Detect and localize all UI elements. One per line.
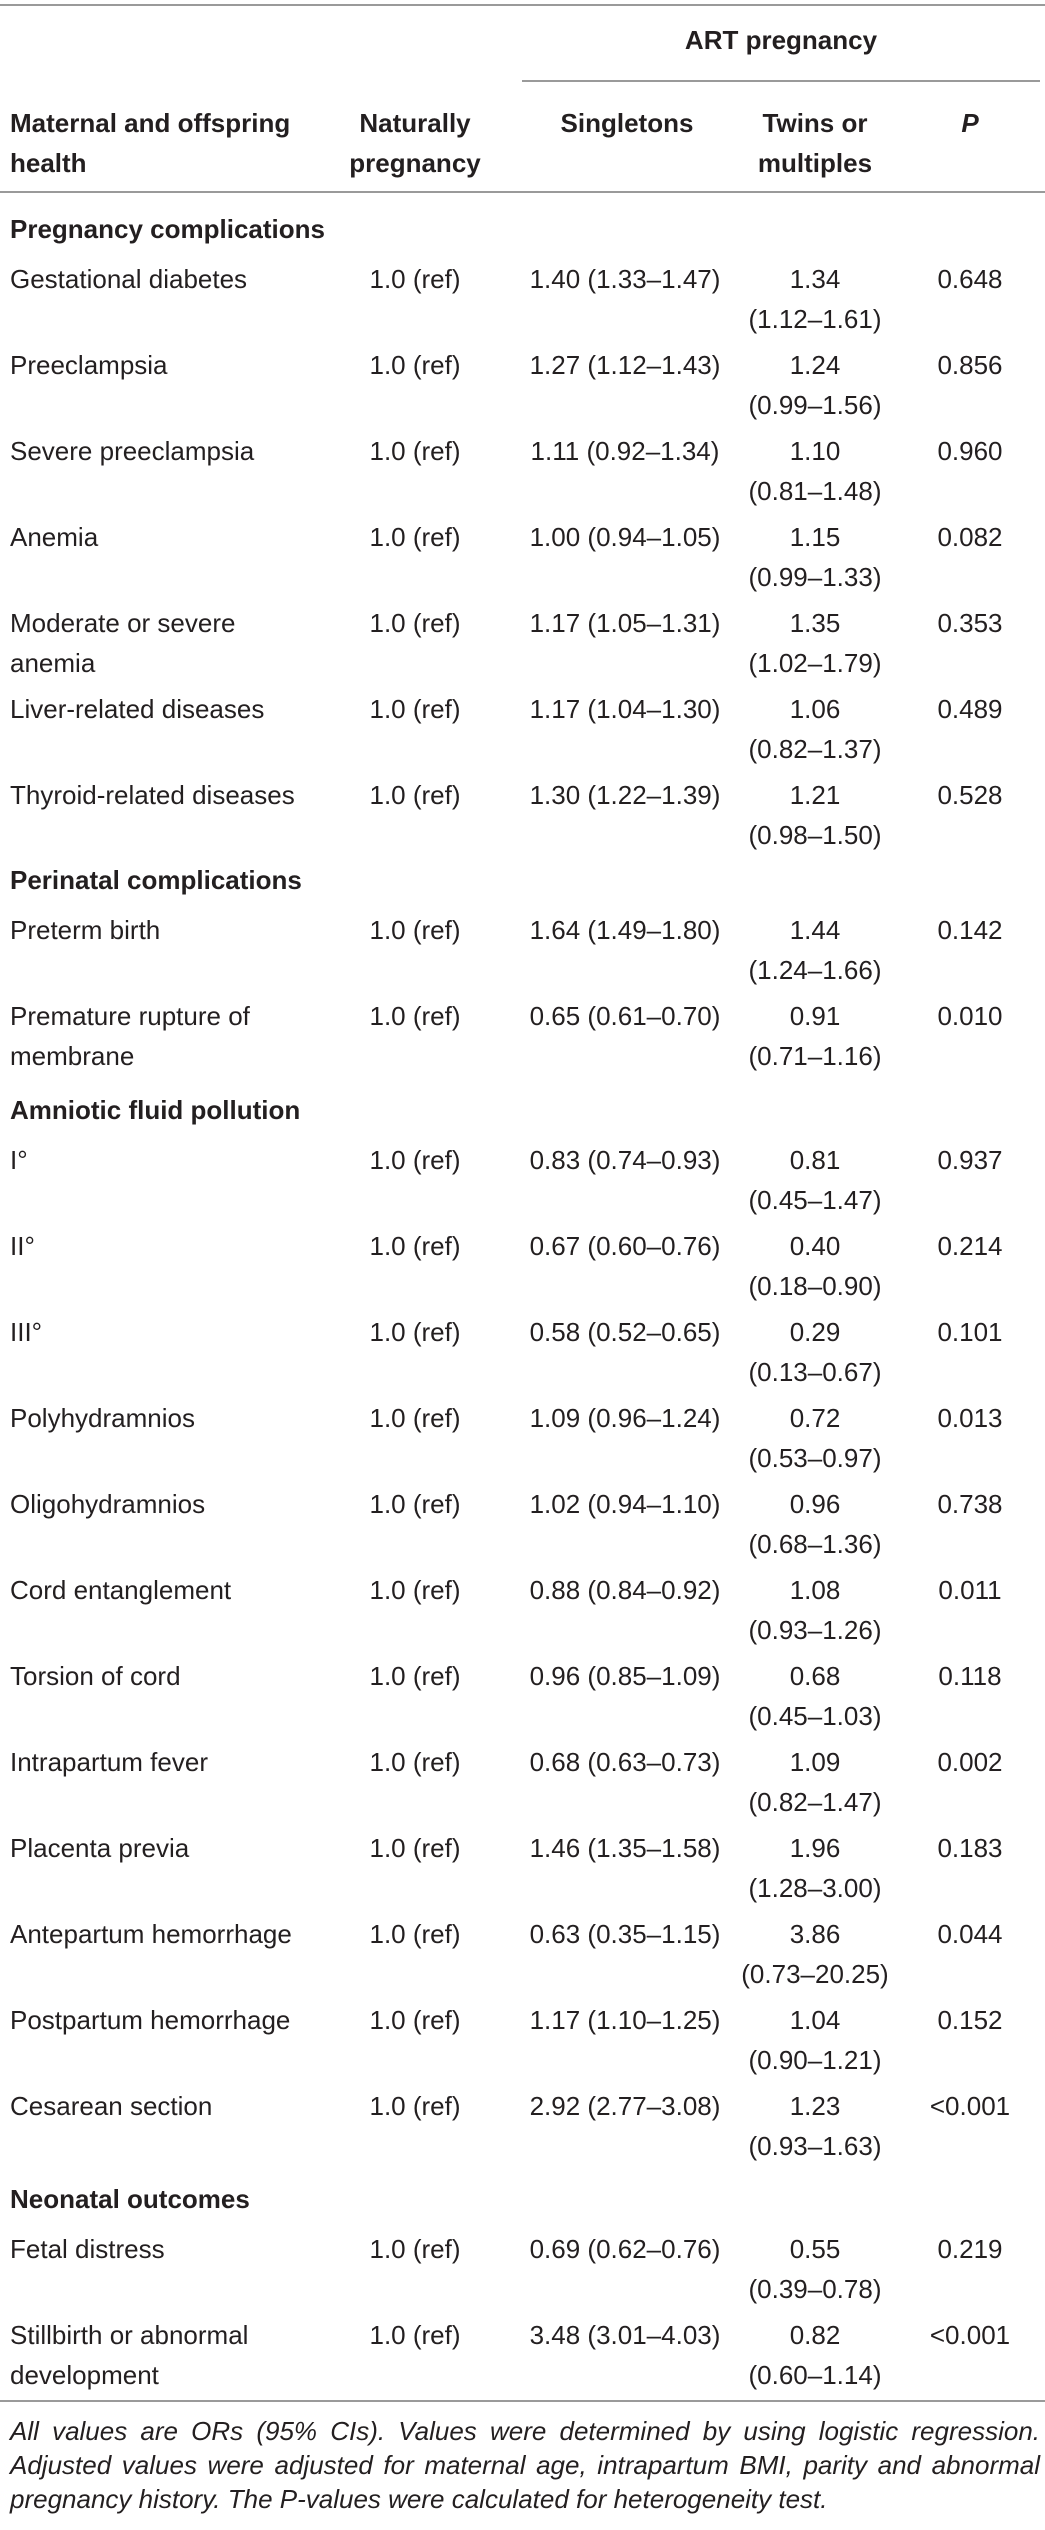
twins-or-value: 0.29 bbox=[789, 1317, 841, 1347]
p-value-cell: 0.002 bbox=[937, 1747, 1003, 1777]
row-label: Moderate or severe anemia bbox=[10, 608, 236, 678]
table-row bbox=[0, 1914, 1045, 1994]
table-row bbox=[0, 1140, 1045, 1220]
twins-cell bbox=[730, 1742, 900, 1822]
twins-cell bbox=[730, 1828, 900, 1908]
natural-pregnancy-cell: 1.0 (ref) bbox=[369, 1489, 461, 1519]
twins-or-value: 0.55 bbox=[789, 2234, 841, 2264]
singletons-cell: 1.11 (0.92–1.34) bbox=[530, 436, 720, 466]
twins-cell bbox=[730, 689, 900, 769]
section-heading: Pregnancy complications bbox=[10, 214, 325, 244]
table-row bbox=[0, 775, 1045, 855]
twins-ci-value: (0.99–1.33) bbox=[748, 562, 882, 592]
row-label: Postpartum hemorrhage bbox=[10, 2005, 291, 2035]
table-row bbox=[0, 1828, 1045, 1908]
twins-or-value: 0.81 bbox=[789, 1145, 841, 1175]
table-row bbox=[0, 1570, 1045, 1650]
twins-cell bbox=[730, 775, 900, 855]
p-value-cell: 0.648 bbox=[937, 264, 1003, 294]
twins-or-value: 1.44 bbox=[789, 915, 841, 945]
row-label: Oligohydramnios bbox=[10, 1489, 206, 1519]
p-value-cell: 0.960 bbox=[937, 436, 1003, 466]
singletons-cell: 0.83 (0.74–0.93) bbox=[529, 1145, 721, 1175]
singletons-cell: 1.30 (1.22–1.39) bbox=[529, 780, 721, 810]
header-rule bbox=[0, 191, 1045, 193]
p-value-cell: 0.528 bbox=[937, 780, 1003, 810]
natural-pregnancy-cell: 1.0 (ref) bbox=[369, 2005, 461, 2035]
twins-ci-value: (0.73–20.25) bbox=[741, 1959, 889, 1989]
twins-ci-value: (0.93–1.63) bbox=[748, 2131, 882, 2161]
singletons-cell: 0.68 (0.63–0.73) bbox=[529, 1747, 721, 1777]
twins-cell bbox=[730, 2229, 900, 2309]
twins-or-value: 0.68 bbox=[789, 1661, 841, 1691]
twins-or-value: 0.82 bbox=[789, 2320, 841, 2350]
twins-cell bbox=[730, 1656, 900, 1736]
singletons-cell: 1.09 (0.96–1.24) bbox=[529, 1403, 721, 1433]
natural-pregnancy-cell: 1.0 (ref) bbox=[369, 608, 461, 638]
row-label: I° bbox=[10, 1145, 28, 1175]
twins-cell bbox=[730, 517, 900, 597]
twins-or-value: 1.34 bbox=[789, 264, 841, 294]
row-label: Anemia bbox=[10, 522, 99, 552]
natural-pregnancy-cell: 1.0 (ref) bbox=[369, 2091, 461, 2121]
row-label: II° bbox=[10, 1231, 35, 1261]
twins-column-header: Twins or multiples bbox=[757, 108, 873, 178]
row-label: Thyroid-related diseases bbox=[10, 780, 295, 810]
singletons-cell: 0.65 (0.61–0.70) bbox=[529, 1001, 721, 1031]
twins-cell bbox=[730, 996, 900, 1076]
table-row bbox=[0, 2086, 1045, 2166]
twins-cell bbox=[730, 1140, 900, 1220]
twins-cell bbox=[730, 1312, 900, 1392]
twins-ci-value: (0.90–1.21) bbox=[748, 2045, 882, 2075]
twins-or-value: 0.96 bbox=[789, 1489, 841, 1519]
twins-cell bbox=[730, 431, 900, 511]
table-row bbox=[0, 2000, 1045, 2080]
twins-ci-value: (0.39–0.78) bbox=[748, 2274, 882, 2304]
twins-ci-value: (0.93–1.26) bbox=[748, 1615, 882, 1645]
p-value-cell: <0.001 bbox=[929, 2091, 1011, 2121]
natural-pregnancy-cell: 1.0 (ref) bbox=[369, 694, 461, 724]
twins-cell bbox=[730, 910, 900, 990]
singletons-cell: 1.17 (1.10–1.25) bbox=[529, 2005, 721, 2035]
row-label: Intrapartum fever bbox=[10, 1747, 208, 1777]
top-rule bbox=[0, 4, 1045, 6]
table-footnote: All values are ORs (95% CIs). Values were determined by using logistic regression. Adjusted values were adjusted for maternal age, intrapartum BMI, parity and abnormal pregnancy history. The P-values were calculated for heterogeneity test. bbox=[10, 2416, 1040, 2514]
twins-or-value: 1.15 bbox=[789, 522, 841, 552]
twins-or-value: 0.40 bbox=[789, 1231, 841, 1261]
twins-or-value: 1.96 bbox=[789, 1833, 841, 1863]
p-value-cell: 0.489 bbox=[937, 694, 1003, 724]
singletons-cell: 1.40 (1.33–1.47) bbox=[529, 264, 721, 294]
twins-or-value: 1.21 bbox=[789, 780, 841, 810]
natural-pregnancy-cell: 1.0 (ref) bbox=[369, 1661, 461, 1691]
table-row bbox=[0, 1312, 1045, 1392]
twins-ci-value: (0.45–1.03) bbox=[748, 1701, 882, 1731]
table-row bbox=[0, 1742, 1045, 1822]
twins-cell bbox=[730, 1484, 900, 1564]
row-label: Stillbirth or abnormal development bbox=[10, 2320, 249, 2390]
twins-ci-value: (1.28–3.00) bbox=[748, 1873, 882, 1903]
row-label: Fetal distress bbox=[10, 2234, 165, 2264]
natural-pregnancy-cell: 1.0 (ref) bbox=[369, 350, 461, 380]
row-label: Torsion of cord bbox=[10, 1661, 181, 1691]
twins-or-value: 1.08 bbox=[789, 1575, 841, 1605]
p-value-cell: 0.044 bbox=[937, 1919, 1003, 1949]
twins-ci-value: (0.68–1.36) bbox=[748, 1529, 882, 1559]
twins-or-value: 3.86 bbox=[789, 1919, 841, 1949]
table-row bbox=[0, 345, 1045, 425]
natural-pregnancy-cell: 1.0 (ref) bbox=[369, 522, 461, 552]
row-label: Antepartum hemorrhage bbox=[10, 1919, 292, 1949]
singletons-cell: 1.64 (1.49–1.80) bbox=[529, 915, 721, 945]
singletons-cell: 1.17 (1.05–1.31) bbox=[529, 608, 721, 638]
twins-ci-value: (0.18–0.90) bbox=[748, 1271, 882, 1301]
natural-pregnancy-cell: 1.0 (ref) bbox=[369, 2234, 461, 2264]
p-value-cell: 0.219 bbox=[937, 2234, 1003, 2264]
p-value-cell: 0.118 bbox=[938, 1661, 1002, 1691]
p-value-cell: 0.101 bbox=[937, 1317, 1003, 1347]
twins-cell bbox=[730, 603, 900, 683]
twins-cell bbox=[730, 1398, 900, 1478]
p-value-cell: 0.011 bbox=[938, 1575, 1002, 1605]
p-value-cell: 0.013 bbox=[937, 1403, 1003, 1433]
p-value-cell: 0.738 bbox=[937, 1489, 1003, 1519]
singletons-cell: 1.17 (1.04–1.30) bbox=[529, 694, 721, 724]
row-label: Premature rupture of membrane bbox=[10, 1001, 250, 1071]
twins-cell bbox=[730, 1226, 900, 1306]
twins-or-value: 1.09 bbox=[789, 1747, 841, 1777]
twins-ci-value: (0.98–1.50) bbox=[748, 820, 882, 850]
table-row bbox=[0, 603, 1045, 683]
twins-cell bbox=[730, 1570, 900, 1650]
natural-pregnancy-cell: 1.0 (ref) bbox=[369, 1747, 461, 1777]
singletons-cell: 3.48 (3.01–4.03) bbox=[529, 2320, 721, 2350]
p-value-column-header: P bbox=[961, 108, 979, 138]
row-label: III° bbox=[10, 1317, 43, 1347]
table-row bbox=[0, 689, 1045, 769]
row-label: Polyhydramnios bbox=[10, 1403, 195, 1433]
twins-ci-value: (0.13–0.67) bbox=[748, 1357, 882, 1387]
natural-pregnancy-cell: 1.0 (ref) bbox=[369, 1231, 461, 1261]
natural-pregnancy-cell: 1.0 (ref) bbox=[369, 1403, 461, 1433]
twins-or-value: 1.04 bbox=[789, 2005, 841, 2035]
table-row bbox=[0, 1484, 1045, 1564]
twins-ci-value: (0.81–1.48) bbox=[748, 476, 882, 506]
twins-ci-value: (0.45–1.47) bbox=[748, 1185, 882, 1215]
singletons-cell: 0.88 (0.84–0.92) bbox=[529, 1575, 721, 1605]
row-label: Preterm birth bbox=[10, 915, 161, 945]
p-value-cell: 0.353 bbox=[937, 608, 1003, 638]
twins-cell bbox=[730, 259, 900, 339]
p-value-cell: 0.010 bbox=[937, 1001, 1003, 1031]
row-label: Liver-related diseases bbox=[10, 694, 265, 724]
art-pregnancy-header: ART pregnancy bbox=[684, 25, 878, 55]
natural-pregnancy-column-header: Naturally pregnancy bbox=[349, 108, 481, 178]
natural-pregnancy-cell: 1.0 (ref) bbox=[369, 1145, 461, 1175]
twins-or-value: 0.91 bbox=[789, 1001, 841, 1031]
bottom-rule bbox=[0, 2400, 1045, 2402]
table-row bbox=[0, 996, 1045, 1076]
p-value-cell: 0.937 bbox=[937, 1145, 1003, 1175]
natural-pregnancy-cell: 1.0 (ref) bbox=[369, 264, 461, 294]
table-row bbox=[0, 910, 1045, 990]
natural-pregnancy-cell: 1.0 (ref) bbox=[369, 2320, 461, 2350]
singletons-cell: 2.92 (2.77–3.08) bbox=[529, 2091, 721, 2121]
maternal-health-column-header: Maternal and offspring health bbox=[10, 108, 291, 178]
twins-or-value: 1.23 bbox=[789, 2091, 841, 2121]
singletons-cell: 0.69 (0.62–0.76) bbox=[529, 2234, 721, 2264]
twins-ci-value: (0.82–1.47) bbox=[748, 1787, 882, 1817]
twins-ci-value: (0.99–1.56) bbox=[748, 390, 882, 420]
twins-or-value: 1.06 bbox=[789, 694, 841, 724]
twins-or-value: 1.24 bbox=[789, 350, 841, 380]
row-label: Placenta previa bbox=[10, 1833, 190, 1863]
twins-or-value: 1.10 bbox=[789, 436, 841, 466]
natural-pregnancy-cell: 1.0 (ref) bbox=[369, 1317, 461, 1347]
singletons-column-header: Singletons bbox=[560, 108, 694, 138]
twins-ci-value: (0.53–0.97) bbox=[748, 1443, 882, 1473]
p-value-cell: 0.183 bbox=[937, 1833, 1003, 1863]
twins-ci-value: (1.24–1.66) bbox=[748, 955, 882, 985]
natural-pregnancy-cell: 1.0 (ref) bbox=[369, 1001, 461, 1031]
section-heading: Amniotic fluid pollution bbox=[10, 1095, 301, 1125]
p-value-cell: 0.214 bbox=[937, 1231, 1003, 1261]
table-row bbox=[0, 2229, 1045, 2309]
p-value-cell: 0.152 bbox=[937, 2005, 1003, 2035]
section-heading: Perinatal complications bbox=[10, 865, 302, 895]
row-label: Preeclampsia bbox=[10, 350, 168, 380]
twins-cell bbox=[730, 1914, 900, 1994]
singletons-cell: 0.67 (0.60–0.76) bbox=[529, 1231, 721, 1261]
twins-ci-value: (0.60–1.14) bbox=[748, 2360, 882, 2390]
twins-cell bbox=[730, 345, 900, 425]
row-label: Cord entanglement bbox=[10, 1575, 232, 1605]
row-label: Severe preeclampsia bbox=[10, 436, 255, 466]
table-row bbox=[0, 1398, 1045, 1478]
natural-pregnancy-cell: 1.0 (ref) bbox=[369, 436, 461, 466]
twins-ci-value: (1.12–1.61) bbox=[748, 304, 882, 334]
natural-pregnancy-cell: 1.0 (ref) bbox=[369, 780, 461, 810]
twins-or-value: 1.35 bbox=[789, 608, 841, 638]
p-value-cell: <0.001 bbox=[929, 2320, 1011, 2350]
singletons-cell: 1.46 (1.35–1.58) bbox=[529, 1833, 721, 1863]
twins-ci-value: (0.82–1.37) bbox=[748, 734, 882, 764]
singletons-cell: 0.63 (0.35–1.15) bbox=[529, 1919, 721, 1949]
table-row bbox=[0, 1226, 1045, 1306]
table-row bbox=[0, 259, 1045, 339]
twins-cell bbox=[730, 2315, 900, 2395]
p-value-cell: 0.856 bbox=[937, 350, 1003, 380]
p-value-cell: 0.142 bbox=[937, 915, 1003, 945]
row-label: Gestational diabetes bbox=[10, 264, 248, 294]
table-row bbox=[0, 431, 1045, 511]
singletons-cell: 0.58 (0.52–0.65) bbox=[529, 1317, 721, 1347]
singletons-cell: 1.02 (0.94–1.10) bbox=[529, 1489, 721, 1519]
twins-cell bbox=[730, 2086, 900, 2166]
table-row bbox=[0, 517, 1045, 597]
p-value-cell: 0.082 bbox=[937, 522, 1003, 552]
table-row bbox=[0, 1656, 1045, 1736]
natural-pregnancy-cell: 1.0 (ref) bbox=[369, 1919, 461, 1949]
art-span-rule bbox=[522, 80, 1040, 82]
natural-pregnancy-cell: 1.0 (ref) bbox=[369, 1575, 461, 1605]
twins-or-value: 0.72 bbox=[789, 1403, 841, 1433]
row-label: Cesarean section bbox=[10, 2091, 213, 2121]
section-heading: Neonatal outcomes bbox=[10, 2184, 250, 2214]
singletons-cell: 1.00 (0.94–1.05) bbox=[529, 522, 721, 552]
natural-pregnancy-cell: 1.0 (ref) bbox=[369, 915, 461, 945]
twins-cell bbox=[730, 2000, 900, 2080]
singletons-cell: 0.96 (0.85–1.09) bbox=[529, 1661, 721, 1691]
twins-ci-value: (0.71–1.16) bbox=[748, 1041, 882, 1071]
singletons-cell: 1.27 (1.12–1.43) bbox=[529, 350, 721, 380]
table-row bbox=[0, 2315, 1045, 2395]
twins-ci-value: (1.02–1.79) bbox=[748, 648, 882, 678]
natural-pregnancy-cell: 1.0 (ref) bbox=[369, 1833, 461, 1863]
